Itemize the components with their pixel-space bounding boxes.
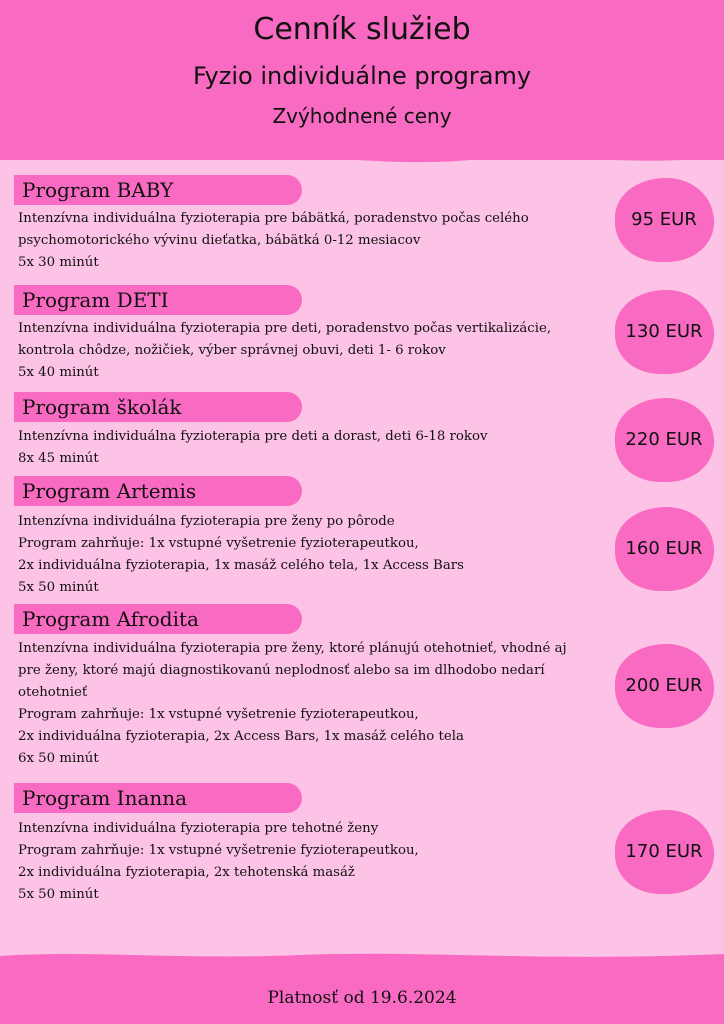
program-name: Program školák: [14, 392, 302, 422]
description-line: 5x 50 minút: [18, 580, 99, 595]
program-description: [18, 426, 598, 470]
program-name: Program BABY: [14, 175, 302, 205]
price-label: 95 EUR: [631, 209, 697, 230]
page-subtitle: Fyzio individuálne programy: [192, 62, 532, 90]
description-line: 2x individuálna fyzioterapia, 1x masáž celého tela, 1x Access Bars: [18, 558, 464, 573]
price-badge: [612, 642, 716, 730]
price-label: 200 EUR: [625, 675, 703, 696]
description-line: kontrola chôdze, nožičiek, výber správnej obuvi, deti 1- 6 rokov: [18, 343, 446, 358]
price-label: 160 EUR: [625, 538, 703, 559]
price-badge: [612, 505, 716, 593]
description-line: Intenzívna individuálna fyzioterapia pre deti a dorast, deti 6-18 rokov: [18, 429, 488, 444]
program-description: [18, 511, 598, 599]
description-line: otehotnieť: [18, 685, 88, 700]
page-title: Cenník služieb: [253, 12, 471, 47]
program-name: Program Afrodita: [14, 604, 302, 634]
description-line: psychomotorického vývinu dieťatka, bábätká 0-12 mesiacov: [18, 233, 421, 248]
description-line: Program zahrňuje: 1x vstupné vyšetrenie fyzioterapeutkou,: [18, 707, 419, 722]
description-line: Intenzívna individuálna fyzioterapia pre deti, poradenstvo počas vertikalizácie,: [18, 321, 552, 336]
description-line: 5x 40 minút: [18, 365, 99, 380]
description-line: Intenzívna individuálna fyzioterapia pre ženy, ktoré plánujú otehotnieť, vhodné aj: [18, 641, 567, 656]
price-label: 170 EUR: [625, 841, 703, 862]
program-description: [18, 318, 598, 384]
program-description: [18, 638, 598, 770]
program-name: Program Inanna: [14, 783, 302, 813]
price-badge: [612, 176, 716, 264]
description-line: Intenzívna individuálna fyzioterapia pre ženy po pôrode: [18, 514, 395, 529]
description-line: Program zahrňuje: 1x vstupné vyšetrenie fyzioterapeutkou,: [18, 843, 419, 858]
description-line: 5x 30 minút: [18, 255, 99, 270]
price-label: 220 EUR: [625, 429, 703, 450]
description-line: pre ženy, ktoré majú diagnostikovanú neplodnosť alebo sa im dlhodobo nedarí: [18, 663, 545, 678]
page-tagline: Zvýhodnené ceny: [272, 104, 452, 128]
description-line: 2x individuálna fyzioterapia, 2x Access Bars, 1x masáž celého tela: [18, 729, 464, 744]
description-line: Intenzívna individuálna fyzioterapia pre bábätká, poradenstvo počas celého: [18, 211, 529, 226]
footer-wave: [0, 950, 724, 966]
description-line: Program zahrňuje: 1x vstupné vyšetrenie fyzioterapeutkou,: [18, 536, 419, 551]
description-line: 5x 50 minút: [18, 887, 99, 902]
price-badge: [612, 808, 716, 896]
description-line: 6x 50 minút: [18, 751, 99, 766]
program-description: [18, 818, 598, 906]
description-line: 8x 45 minút: [18, 451, 99, 466]
price-badge: [612, 288, 716, 376]
footer-banner: [0, 964, 724, 1024]
program-description: [18, 208, 598, 274]
description-line: 2x individuálna fyzioterapia, 2x tehotenská masáž: [18, 865, 355, 880]
program-name: Program DETI: [14, 285, 302, 315]
description-line: Intenzívna individuálna fyzioterapia pre tehotné ženy: [18, 821, 379, 836]
validity-date: Platnosť od 19.6.2024: [267, 988, 457, 1008]
program-name: Program Artemis: [14, 476, 302, 506]
price-badge: [612, 396, 716, 484]
header-wave: [0, 146, 724, 174]
header-banner: [0, 0, 724, 160]
price-label: 130 EUR: [625, 321, 703, 342]
